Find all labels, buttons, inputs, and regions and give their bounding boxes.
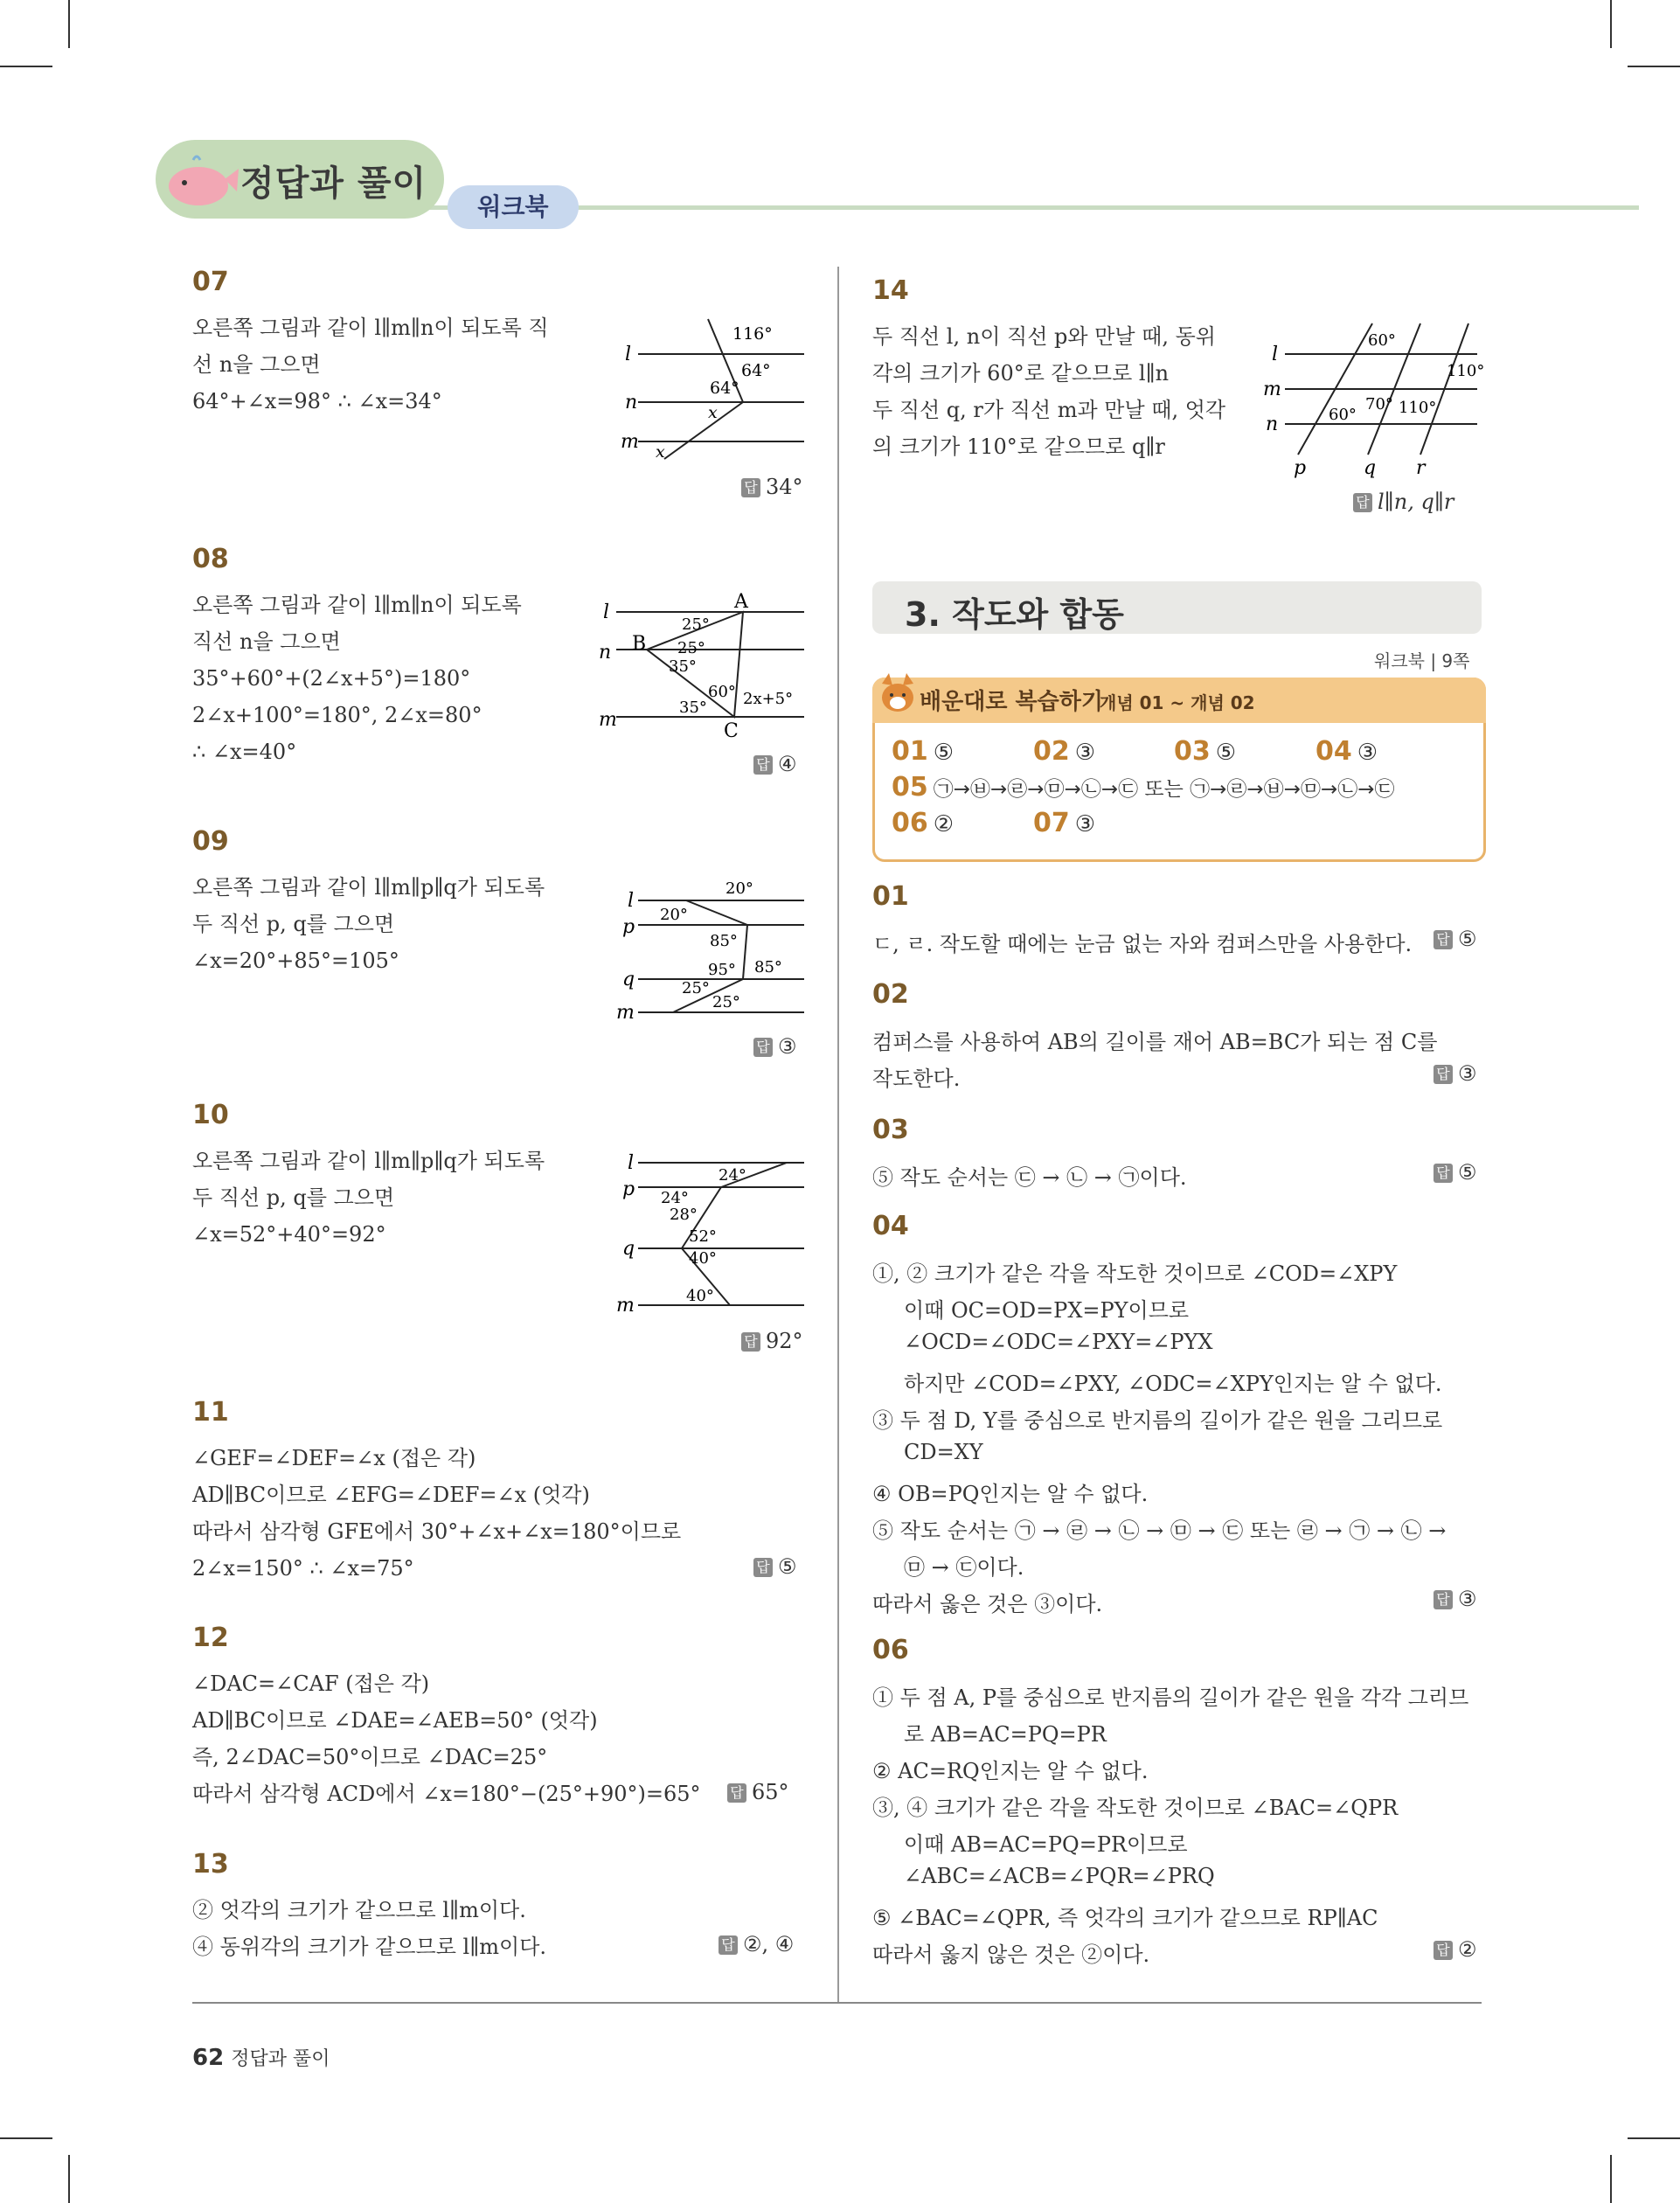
figure-07 <box>612 315 813 468</box>
solution-line: 2∠x=150° ∴ ∠x=75° <box>192 1556 414 1581</box>
crop-mark <box>1628 2137 1680 2139</box>
angle-label: 35° <box>679 698 707 717</box>
angle-label: 25° <box>712 993 740 1011</box>
answer-12: 답 65° <box>727 1780 789 1804</box>
solution-line: 두 직선 q, r가 직선 m과 만날 때, 엇각 <box>872 398 1226 422</box>
angle-label: 64° <box>741 361 771 380</box>
angle-label: 35° <box>669 657 697 676</box>
angle-label: 116° <box>732 324 773 344</box>
label-q: q <box>622 1238 635 1260</box>
footer-label: 정답과 풀이 <box>231 2048 330 2070</box>
solution-line: 두 직선 p, q를 그으면 <box>192 912 395 936</box>
problem-number: 02 <box>872 979 909 1010</box>
label-q: q <box>622 969 635 990</box>
angle-label: 2x+5° <box>743 690 794 708</box>
workbook-reference: 워크북 | 9쪽 <box>1374 650 1470 671</box>
solution-line: 따라서 옳지 않은 것은 ②이다. <box>872 1942 1150 1967</box>
problem-number: 10 <box>192 1100 229 1130</box>
answer-s03: 답 ⑤ <box>1434 1160 1477 1185</box>
column-divider <box>837 267 839 2002</box>
figure-08 <box>599 590 813 739</box>
bottom-rule <box>192 2002 1482 2004</box>
solution-line: ⑤ 작도 순서는 ㉢ → ㉡ → ㉠이다. <box>872 1165 1187 1190</box>
angle-label: 25° <box>677 639 705 657</box>
label-m: m <box>1263 379 1281 400</box>
angle-label: 20° <box>660 906 688 924</box>
problem-number: 01 <box>872 881 909 912</box>
solution-line: AD∥BC이므로 ∠DAE=∠AEB=50° (엇각) <box>192 1708 598 1733</box>
answer-07: 답 34° <box>741 475 803 499</box>
solution-line: ∠ABC=∠ACB=∠PQR=∠PRQ <box>904 1864 1215 1888</box>
crop-mark <box>0 2137 52 2139</box>
problem-number: 12 <box>192 1623 229 1653</box>
solution-line: ㉤ → ㉢이다. <box>904 1555 1024 1580</box>
solution-line: 오른쪽 그림과 같이 l∥m∥n이 되도록 <box>192 593 522 617</box>
label-l: l <box>628 890 635 912</box>
solution-line: 따라서 삼각형 ACD에서 ∠x=180°−(25°+90°)=65° <box>192 1782 701 1806</box>
section-title: 3. 작도와 합동 <box>905 595 1124 634</box>
answer-s01: 답 ⑤ <box>1434 927 1477 951</box>
label-n: n <box>599 642 612 664</box>
problem-number: 08 <box>192 544 229 574</box>
solution-line: ② 엇각의 크기가 같으므로 l∥m이다. <box>192 1898 526 1922</box>
angle-label: 60° <box>708 683 736 701</box>
answer-s02: 답 ③ <box>1434 1061 1477 1086</box>
label-m: m <box>616 1002 635 1024</box>
angle-label: x <box>656 442 665 462</box>
answer-s04: 답 ③ <box>1434 1587 1477 1611</box>
angle-label: 25° <box>682 615 710 634</box>
label-p: p <box>1294 457 1307 479</box>
angle-label: 110° <box>1447 362 1485 380</box>
angle-label: 24° <box>719 1166 746 1185</box>
solution-line: ⑤ ∠BAC=∠QPR, 즉 엇각의 크기가 같으므로 RP∥AC <box>872 1906 1378 1930</box>
solution-line: AD∥BC이므로 ∠EFG=∠DEF=∠x (엇각) <box>192 1483 590 1507</box>
solution-line: ∠OCD=∠ODC=∠PXY=∠PYX <box>904 1330 1213 1354</box>
answer-08: 답 ④ <box>753 752 797 776</box>
review-item: 01 ⑤ <box>892 736 955 767</box>
solution-line: ③ 두 점 D, Y를 중심으로 반지름의 길이가 같은 원을 그리므로 <box>872 1408 1443 1433</box>
label-l: l <box>603 601 610 623</box>
label-n: n <box>625 392 638 413</box>
solution-line: ③, ④ 크기가 같은 각을 작도한 것이므로 ∠BAC=∠QPR <box>872 1796 1399 1820</box>
solution-line: ④ OB=PQ인지는 알 수 없다. <box>872 1482 1149 1506</box>
vertex-B: B <box>632 633 647 655</box>
solution-line: 즉, 2∠DAC=50°이므로 ∠DAC=25° <box>192 1745 548 1769</box>
crop-mark <box>68 0 70 48</box>
answer-11: 답 ⑤ <box>753 1554 797 1579</box>
solution-line: ∠x=20°+85°=105° <box>192 949 399 973</box>
solution-line: CD=XY <box>904 1440 983 1464</box>
angle-label: 24° <box>661 1189 689 1207</box>
label-l: l <box>625 344 632 365</box>
label-r: r <box>1416 457 1426 479</box>
solution-line: ④ 동위각의 크기가 같으므로 l∥m이다. <box>192 1935 547 1959</box>
label-p: p <box>622 1178 635 1200</box>
label-m: m <box>599 709 617 731</box>
solution-line: 이때 OC=OD=PX=PY이므로 <box>904 1298 1190 1323</box>
solution-line: 각의 크기가 60°로 같으므로 l∥n <box>872 361 1170 386</box>
vertex-C: C <box>724 720 739 739</box>
review-item: 03 ⑤ <box>1174 736 1237 767</box>
solution-line: 컴퍼스를 사용하여 AB의 길이를 재어 AB=BC가 되는 점 C를 <box>872 1030 1438 1054</box>
angle-label: 40° <box>686 1287 714 1305</box>
solution-line: 하지만 ∠COD=∠PXY, ∠ODC=∠XPY인지는 알 수 없다. <box>904 1372 1442 1396</box>
solution-line: 작도한다. <box>872 1067 961 1091</box>
angle-label: 60° <box>1368 331 1396 350</box>
review-item: 07 ③ <box>1033 808 1096 838</box>
problem-number: 09 <box>192 826 229 857</box>
angle-label: 60° <box>1329 406 1357 424</box>
problem-number: 06 <box>872 1635 909 1665</box>
label-m: m <box>616 1295 635 1316</box>
crop-mark <box>1610 0 1612 48</box>
problem-14 <box>872 275 1225 465</box>
angle-label: 52° <box>689 1227 717 1246</box>
label-l: l <box>1272 344 1279 365</box>
answer-10: 답 92° <box>741 1329 803 1353</box>
problem-08 <box>192 544 522 770</box>
solution-line: 의 크기가 110°로 같으므로 q∥r <box>872 434 1165 459</box>
crop-mark <box>0 66 52 67</box>
crop-mark <box>1610 2155 1612 2203</box>
review-item: 02 ③ <box>1033 736 1096 767</box>
solution-line: 2∠x+100°=180°, 2∠x=80° <box>192 703 482 727</box>
label-l: l <box>628 1152 635 1174</box>
solution-line: ① 두 점 A, P를 중심으로 반지름의 길이가 같은 원을 각각 그리므 <box>872 1685 1469 1710</box>
problem-10 <box>192 1100 545 1253</box>
solution-line: 오른쪽 그림과 같이 l∥m∥p∥q가 되도록 <box>192 875 545 900</box>
figure-10 <box>612 1145 813 1316</box>
solution-line: ∠GEF=∠DEF=∠x (접은 각) <box>192 1446 476 1470</box>
review-label: 배운대로 복습하기 <box>920 689 1103 715</box>
solution-line: 64°+∠x=98° ∴ ∠x=34° <box>192 389 442 413</box>
problem-13 <box>192 1849 546 1965</box>
problem-11 <box>192 1397 681 1587</box>
fox-icon <box>877 673 919 721</box>
problem-09 <box>192 826 545 979</box>
answer-13: 답 ②, ④ <box>719 1932 794 1956</box>
label-p: p <box>622 916 635 938</box>
solution-line: 이때 AB=AC=PQ=PR이므로 <box>904 1832 1188 1857</box>
problem-number: 11 <box>192 1397 229 1428</box>
review-item: 05 ㉠→㉥→㉣→㉤→㉡→㉢ 또는 ㉠→㉣→㉥→㉤→㉡→㉢ <box>892 772 1395 803</box>
page-number: 62 <box>192 2045 225 2071</box>
solution-line: ∠DAC=∠CAF (접은 각) <box>192 1671 430 1696</box>
solution-line: 따라서 삼각형 GFE에서 30°+∠x+∠x=180°이므로 <box>192 1519 682 1544</box>
figure-14 <box>1259 315 1486 481</box>
angle-label: 40° <box>689 1249 717 1268</box>
crop-mark <box>1628 66 1680 67</box>
solution-line: ①, ② 크기가 같은 각을 작도한 것이므로 ∠COD=∠XPY <box>872 1261 1398 1286</box>
solution-line: 직선 n을 그으면 <box>192 629 341 654</box>
angle-label: x <box>708 403 718 422</box>
whale-icon <box>162 153 240 214</box>
solution-line: 두 직선 p, q를 그으면 <box>192 1185 395 1210</box>
workbook-tab: 워크북 <box>448 185 579 229</box>
angle-label: 25° <box>682 979 710 997</box>
answer-09: 답 ③ <box>753 1034 797 1059</box>
label-q: q <box>1364 457 1377 479</box>
problem-number: 04 <box>872 1211 909 1241</box>
solution-line: ㄷ, ㄹ. 작도할 때에는 눈금 없는 자와 컴퍼스만을 사용한다. <box>872 932 1413 956</box>
label-n: n <box>1266 413 1279 435</box>
answer-14: 답 l∥n, q∥r <box>1353 490 1454 514</box>
header-title: 정답과 풀이 <box>240 163 427 204</box>
vertex-A: A <box>734 591 748 613</box>
solution-line: 따라서 옳은 것은 ③이다. <box>872 1592 1103 1616</box>
crop-mark <box>68 2155 70 2203</box>
figure-09 <box>612 874 813 1027</box>
problem-number: 03 <box>872 1115 909 1145</box>
angle-label: 28° <box>670 1206 698 1224</box>
solution-line: 선 n을 그으면 <box>192 352 321 377</box>
problem-number: 07 <box>192 267 229 297</box>
solution-line: ⑤ 작도 순서는 ㉠ → ㉣ → ㉡ → ㉤ → ㉢ 또는 ㉣ → ㉠ → ㉡ → <box>872 1518 1447 1543</box>
label-m: m <box>621 431 639 453</box>
angle-label: 110° <box>1399 399 1437 417</box>
problem-number: 14 <box>872 275 909 306</box>
angle-label: 70° <box>1365 395 1393 413</box>
angle-label: 85° <box>710 932 738 950</box>
review-item: 04 ③ <box>1316 736 1378 767</box>
angle-label: 85° <box>754 958 782 976</box>
angle-label: 20° <box>725 879 753 898</box>
solution-line: ∠x=52°+40°=92° <box>192 1222 386 1247</box>
angle-label: 95° <box>708 961 736 979</box>
solution-line: ② AC=RQ인지는 알 수 없다. <box>872 1759 1149 1783</box>
solution-line: 오른쪽 그림과 같이 l∥m∥n이 되도록 직 <box>192 316 549 340</box>
problem-number: 13 <box>192 1849 229 1880</box>
review-item: 06 ② <box>892 808 955 838</box>
angle-label: 64° <box>710 379 739 398</box>
problem-07 <box>192 267 549 420</box>
solution-line: 로 AB=AC=PQ=PR <box>904 1722 1107 1747</box>
problem-12 <box>192 1623 701 1812</box>
review-concept: 개념 01 ~ 개념 02 <box>1100 692 1255 713</box>
solution-line: ∴ ∠x=40° <box>192 740 297 764</box>
solution-line: 오른쪽 그림과 같이 l∥m∥p∥q가 되도록 <box>192 1149 545 1173</box>
answer-s06: 답 ② <box>1434 1937 1477 1962</box>
page-footer <box>192 2044 330 2071</box>
solution-line: 35°+60°+(2∠x+5°)=180° <box>192 666 471 691</box>
solution-line: 두 직선 l, n이 직선 p와 만날 때, 동위 <box>872 324 1216 349</box>
